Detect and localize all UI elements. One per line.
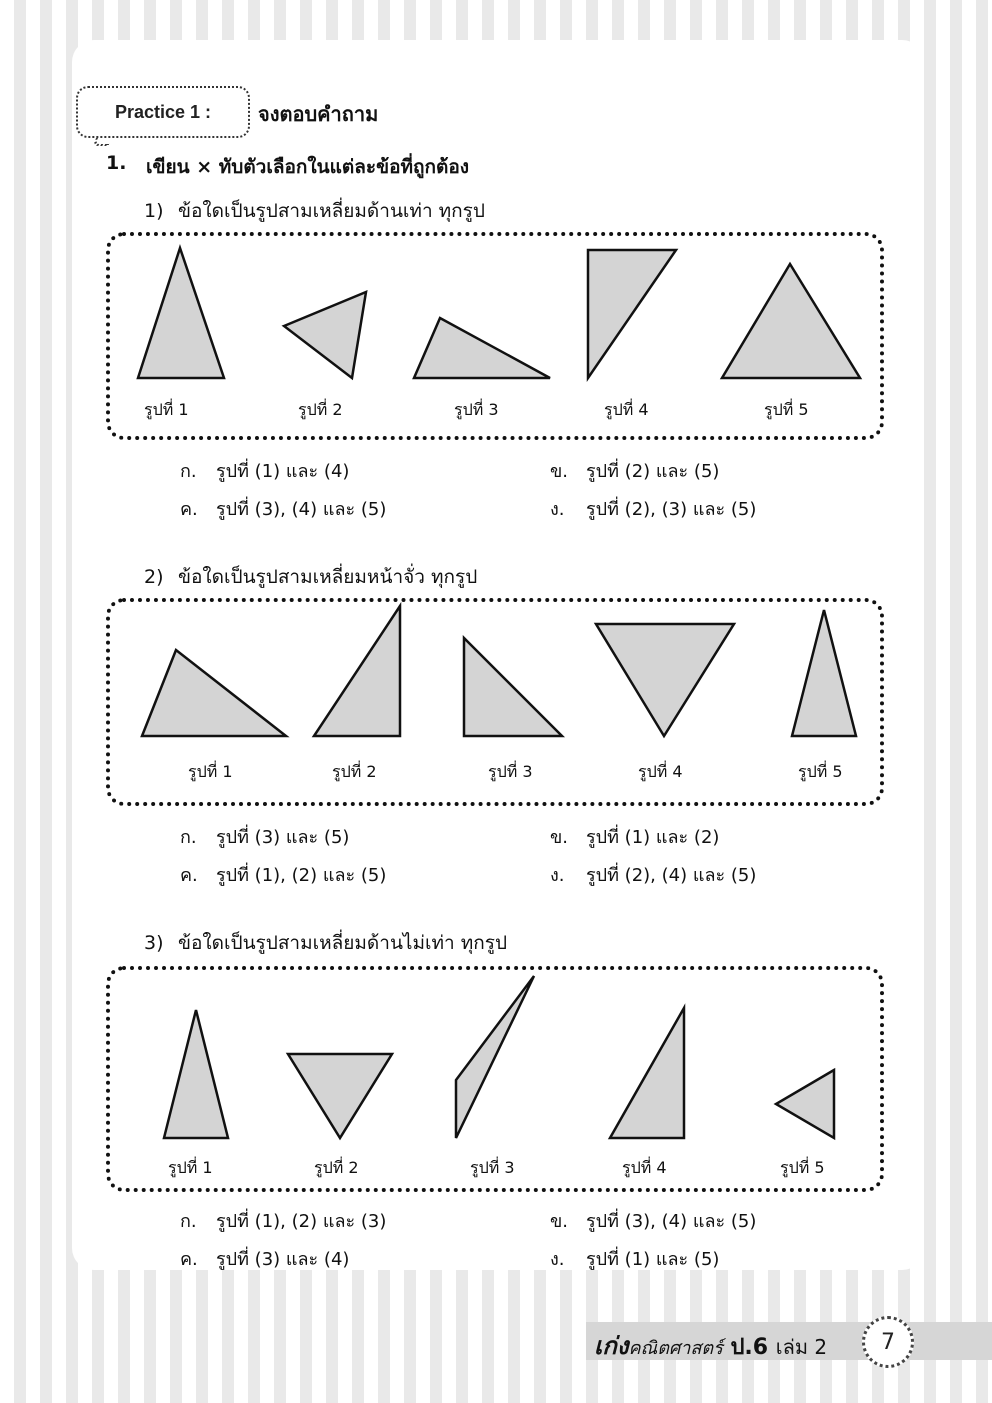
option-text: รูปที่ (1), (2) และ (5) xyxy=(216,865,387,886)
subquestion-text: ข้อใดเป็นรูปสามเหลี่ยมด้านไม่เท่า ทุกรูป xyxy=(178,932,508,954)
option-letter: ง. xyxy=(550,1249,565,1270)
shape-label: รูปที่ 1 xyxy=(144,400,189,419)
triangle-2-4 xyxy=(596,624,734,736)
option-1-c[interactable] xyxy=(180,494,386,523)
footer-title xyxy=(594,1326,827,1365)
option-text: รูปที่ (1) และ (4) xyxy=(216,461,350,482)
question-text: เขียน × ทับตัวเลือกในแต่ละข้อที่ถูกต้อง xyxy=(146,156,470,178)
subquestion-number: 3) xyxy=(144,932,164,954)
option-text: รูปที่ (3), (4) และ (5) xyxy=(586,1211,757,1232)
option-letter: ง. xyxy=(550,499,565,520)
shape-label: รูปที่ 5 xyxy=(764,400,809,419)
subquestion-text: ข้อใดเป็นรูปสามเหลี่ยมหน้าจั่ว ทุกรูป xyxy=(178,566,478,588)
shape-box-2 xyxy=(106,598,884,806)
shape-label: รูปที่ 4 xyxy=(604,400,649,419)
shape-label: รูปที่ 4 xyxy=(622,1158,667,1177)
shape-label: รูปที่ 5 xyxy=(780,1158,825,1177)
option-text: รูปที่ (3), (4) และ (5) xyxy=(216,499,387,520)
footer-brand: เก่ง xyxy=(594,1332,629,1360)
shape-label: รูปที่ 4 xyxy=(638,762,683,781)
option-text: รูปที่ (1), (2) และ (3) xyxy=(216,1211,387,1232)
instruction-text: จงตอบคำถาม xyxy=(258,102,379,126)
triangle-1-1 xyxy=(138,248,224,378)
triangle-3-1 xyxy=(164,1010,228,1138)
triangle-3-3 xyxy=(456,976,534,1138)
shape-box-1 xyxy=(106,232,884,440)
shape-label: รูปที่ 2 xyxy=(298,400,343,419)
shape-label: รูปที่ 1 xyxy=(188,762,233,781)
triangle-1-2 xyxy=(284,292,366,378)
shape-label: รูปที่ 2 xyxy=(314,1158,359,1177)
question-number: 1. xyxy=(106,152,127,174)
option-2-d[interactable] xyxy=(550,860,756,889)
option-text: รูปที่ (1) และ (2) xyxy=(586,827,720,848)
option-letter: ง. xyxy=(550,865,565,886)
option-letter: ก. xyxy=(180,827,197,848)
subquestion-number: 1) xyxy=(144,200,164,222)
footer-subject: คณิตศาสตร์ xyxy=(628,1338,723,1359)
triangle-1-3 xyxy=(414,318,550,378)
practice-label: Practice 1 : xyxy=(76,86,250,138)
option-letter: ก. xyxy=(180,1211,197,1232)
option-1-b[interactable] xyxy=(550,456,719,485)
subquestion-3-label xyxy=(144,928,507,958)
footer-grade: ป.6 xyxy=(730,1335,769,1360)
footer-volume: เล่ม 2 xyxy=(775,1335,828,1359)
option-3-a[interactable] xyxy=(180,1206,386,1235)
option-1-d[interactable] xyxy=(550,494,756,523)
option-text: รูปที่ (2) และ (5) xyxy=(586,461,720,482)
triangle-2-1 xyxy=(142,650,286,736)
subquestion-1-label xyxy=(144,196,485,226)
option-text: รูปที่ (2), (3) และ (5) xyxy=(586,499,757,520)
triangle-3-2 xyxy=(288,1054,392,1138)
option-text: รูปที่ (2), (4) และ (5) xyxy=(586,865,757,886)
option-3-d[interactable] xyxy=(550,1244,719,1273)
subquestion-number: 2) xyxy=(144,566,164,588)
option-letter: ข. xyxy=(550,461,569,482)
option-1-a[interactable] xyxy=(180,456,349,485)
option-text: รูปที่ (1) และ (5) xyxy=(586,1249,720,1270)
subquestion-2-label xyxy=(144,562,477,592)
shape-label: รูปที่ 3 xyxy=(488,762,533,781)
option-letter: ข. xyxy=(550,827,569,848)
triangle-1-4 xyxy=(588,250,676,378)
triangle-3-5 xyxy=(776,1070,834,1138)
subquestion-text: ข้อใดเป็นรูปสามเหลี่ยมด้านเท่า ทุกรูป xyxy=(178,200,485,222)
option-2-a[interactable] xyxy=(180,822,349,851)
shape-label: รูปที่ 5 xyxy=(798,762,843,781)
option-text: รูปที่ (3) และ (4) xyxy=(216,1249,350,1270)
shape-label: รูปที่ 3 xyxy=(454,400,499,419)
option-letter: ข. xyxy=(550,1211,569,1232)
option-3-c[interactable] xyxy=(180,1244,349,1273)
triangle-3-4 xyxy=(610,1008,684,1138)
triangle-1-5 xyxy=(722,264,860,378)
option-letter: ค. xyxy=(180,865,198,886)
shape-label: รูปที่ 3 xyxy=(470,1158,515,1177)
option-text: รูปที่ (3) และ (5) xyxy=(216,827,350,848)
shape-label: รูปที่ 2 xyxy=(332,762,377,781)
option-letter: ค. xyxy=(180,499,198,520)
option-2-b[interactable] xyxy=(550,822,719,851)
page-number: 7 xyxy=(862,1316,914,1368)
shape-label: รูปที่ 1 xyxy=(168,1158,213,1177)
option-2-c[interactable] xyxy=(180,860,386,889)
option-3-b[interactable] xyxy=(550,1206,756,1235)
triangle-2-2 xyxy=(314,606,400,736)
triangle-2-5 xyxy=(792,610,856,736)
option-letter: ค. xyxy=(180,1249,198,1270)
option-letter: ก. xyxy=(180,461,197,482)
shape-box-3 xyxy=(106,966,884,1192)
triangle-2-3 xyxy=(464,638,562,736)
